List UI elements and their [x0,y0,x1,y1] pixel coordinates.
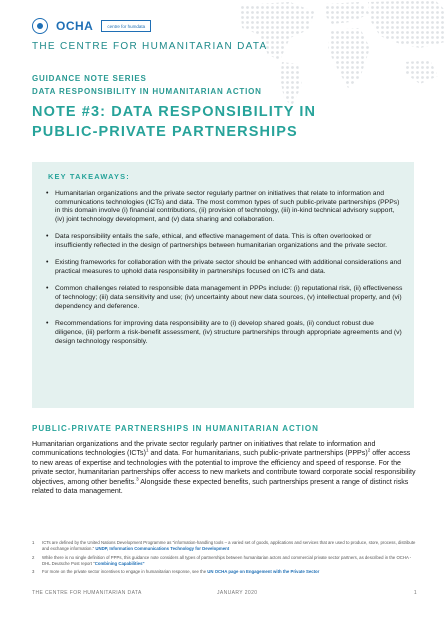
footnote-item [32,540,417,552]
takeaway-item: • Recommendations for improving data responsibility are to (i) develop shared goals, (ii) conduct robust due diligence, (iii) perform a risk-benefit assessment, (iv) structure partnerships through appropriate agreements and (v) design technology responsibly. [46,320,404,346]
footnote-link[interactable]: UNDP, Information Communications Technology for Development [95,546,230,551]
body-text-2: and data. For humanitarians, such public-private partnerships (PPPs) [148,449,368,458]
footnote-number: 1 [32,540,35,545]
un-emblem-icon [32,18,48,34]
takeaway-item: • Data responsibility entails the safe, ethical, and effective management of data. This is often overlooked or insufficiently reflected in the design of partnerships between humanitarian organizations and the private sector. [46,233,404,250]
footer-org: THE CENTRE FOR HUMANITARIAN DATA [32,590,142,596]
footnote-ref-3[interactable]: 3 [136,476,139,482]
key-takeaways-label: KEY TAKEAWAYS: [48,172,130,181]
footnote-text: ICTs are defined by the United Nations Development Programme as "information-handling tools – a varied set of goods, applications and services that are used to produce, store, process, distribute and exchange information." [42,540,416,551]
key-takeaways-list [46,190,404,355]
body-text-1: Humanitarian organizations and the private sector regularly partner on initiatives that relate to information and communications technologies (ICTs) [32,440,376,458]
series-heading [32,72,262,98]
footnotes [32,540,417,578]
centre-title: THE CENTRE FOR HUMANITARIAN DATA [32,41,268,52]
header-logos [32,18,151,34]
footnote-number: 2 [32,554,35,560]
series-line-1: GUIDANCE NOTE SERIES [32,74,147,83]
takeaway-item: • Common challenges related to responsible data management in PPPs include: (i) reputational risk, (ii) effectiveness of technology; (iii) data sensitivity and use; (iv) uncertainty about new data sources, (v) intellectual property, and (vi) dependency and deference. [46,285,404,311]
page-number: 1 [413,590,417,596]
centre-logo: centre for humdata [101,20,151,32]
footer-date: JANUARY 2020 [217,590,258,596]
body-paragraph [32,440,417,496]
footnote-ref-1[interactable]: 1 [145,448,149,454]
footnote-ref-2[interactable]: 2 [367,448,371,454]
takeaway-item: • Humanitarian organizations and the private sector regularly partner on initiatives that relate to information and communications technologies (ICTs) and data. The most common types of such public-private partnerships (PPPs) in this domain involve (i) financial contributions, (ii) provision of technology, (iii) in-kind technical advisory support, (iv) joint technology development, and (v) data sharing and collaboration. [46,190,404,225]
ocha-logo-text: OCHA [56,19,94,33]
body-text-4: Alongside these expected benefits, such partnerships present a range of distinct risks related to data management. [32,477,409,496]
footnote-link[interactable]: UN OCHA page on Engagement with the Private Sector [207,569,320,574]
footnote-item [32,555,417,567]
footnote-number: 3 [32,569,35,574]
body-text-3: offer access to new areas of expertise and technologies with the potential to improve the efficiency and speed of response. For the private sector, humanitarian partnerships offer access to new markets and contribute toward corporate social responsibility objectives, among other benefits. [32,449,416,486]
footnote-text: For more on the private sector incentives to engage in humanitarian response, see the [42,569,208,574]
footnote-link[interactable]: Combining Capabilities" [94,560,145,566]
takeaway-item: • Existing frameworks for collaboration with the private sector should be enhanced with additional considerations and practical measures to uphold data responsibility in partnerships focused on ICTs and data. [46,259,404,276]
series-line-2: DATA RESPONSIBILITY IN HUMANITARIAN ACTION [32,87,262,96]
key-takeaways-box [32,162,414,408]
footnote-text: While there is no single definition of PPPs, this guidance note considers all types of partnerships between humanitarian actors and commercial private sector partners, as described in the OCHA - DHL Deutsche Post report " [42,554,412,566]
section-heading: PUBLIC-PRIVATE PARTNERSHIPS IN HUMANITARIAN ACTION [32,424,319,433]
note-title: NOTE #3: DATA RESPONSIBILITY IN PUBLIC-PRIVATE PARTNERSHIPS [32,104,317,140]
page-footer [32,590,417,602]
footnote-item [32,569,417,575]
